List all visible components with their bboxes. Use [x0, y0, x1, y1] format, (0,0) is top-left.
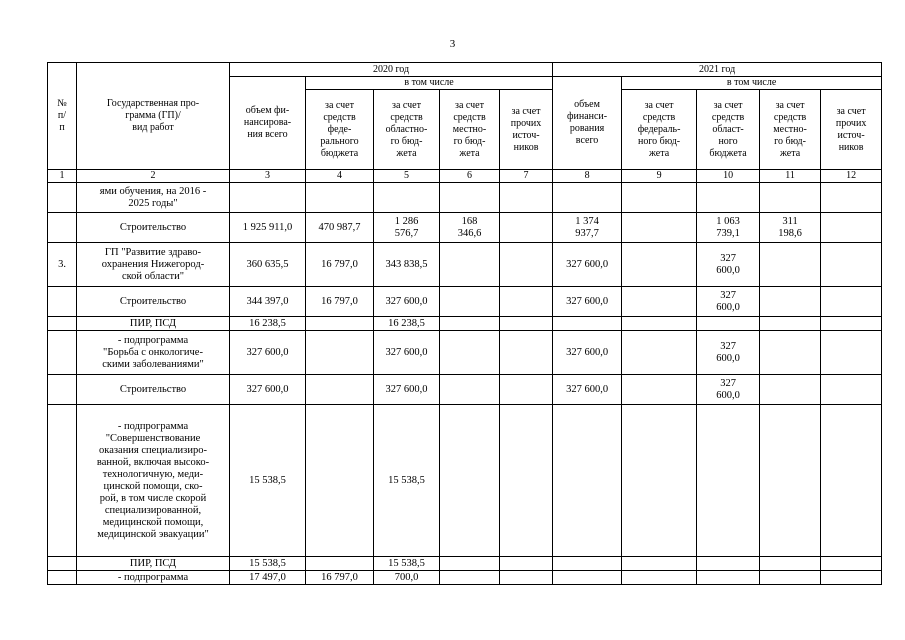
cell-local-2020 — [440, 243, 500, 287]
cell-row-num: 3. — [48, 243, 77, 287]
cell-regional-2021: 327 600,0 — [697, 331, 760, 375]
header-num: № п/ п — [48, 63, 77, 170]
colnum-cell: 1 — [48, 170, 77, 183]
cell-other-2020 — [500, 557, 553, 571]
cell-row-num — [48, 557, 77, 571]
cell-total-2021: 1 374 937,7 — [553, 213, 622, 243]
cell-other-2020 — [500, 317, 553, 331]
colnum-cell: 8 — [553, 170, 622, 183]
cell-local-2020 — [440, 287, 500, 317]
cell-local-2021 — [760, 331, 821, 375]
cell-total-2021: 327 600,0 — [553, 375, 622, 405]
header-including-2020: в том числе — [306, 77, 553, 90]
colnum-cell: 5 — [374, 170, 440, 183]
cell-other-2021 — [821, 571, 882, 585]
cell-local-2020 — [440, 317, 500, 331]
cell-local-2020 — [440, 331, 500, 375]
table-row — [48, 183, 882, 213]
cell-other-2020 — [500, 405, 553, 557]
header-year-2021: 2021 год — [553, 63, 882, 77]
cell-total-2020: 327 600,0 — [230, 375, 306, 405]
cell-local-2021 — [760, 375, 821, 405]
cell-federal-2021 — [622, 331, 697, 375]
financing-table — [47, 62, 882, 585]
cell-federal-2021 — [622, 183, 697, 213]
cell-total-2021 — [553, 571, 622, 585]
cell-regional-2021: 327 600,0 — [697, 375, 760, 405]
table-row — [48, 331, 882, 375]
cell-total-2021: 327 600,0 — [553, 331, 622, 375]
cell-other-2021 — [821, 183, 882, 213]
cell-other-2021 — [821, 557, 882, 571]
cell-federal-2020 — [306, 375, 374, 405]
cell-total-2020: 327 600,0 — [230, 331, 306, 375]
cell-federal-2021 — [622, 405, 697, 557]
cell-row-name: Строительство — [77, 213, 230, 243]
cell-local-2020 — [440, 405, 500, 557]
table-row — [48, 317, 882, 331]
header-regional-2021: за счет средств област- ного бюджета — [697, 90, 760, 170]
cell-local-2020 — [440, 375, 500, 405]
cell-row-name: Строительство — [77, 375, 230, 405]
table-row — [48, 375, 882, 405]
cell-total-2021 — [553, 405, 622, 557]
column-number-row — [48, 170, 882, 183]
cell-regional-2020: 16 238,5 — [374, 317, 440, 331]
colnum-cell: 3 — [230, 170, 306, 183]
cell-regional-2021 — [697, 405, 760, 557]
header-program: Государственная про- грамма (ГП)/ вид работ — [77, 63, 230, 170]
cell-local-2020 — [440, 571, 500, 585]
cell-other-2020 — [500, 287, 553, 317]
cell-local-2021 — [760, 243, 821, 287]
cell-total-2021 — [553, 317, 622, 331]
header-total-2021: объем финанси- рования всего — [553, 77, 622, 170]
cell-other-2020 — [500, 571, 553, 585]
cell-row-name: ГП "Развитие здраво- охранения Нижегород- ской области" — [77, 243, 230, 287]
colnum-cell: 7 — [500, 170, 553, 183]
table-row — [48, 243, 882, 287]
table-row — [48, 557, 882, 571]
cell-local-2021 — [760, 405, 821, 557]
cell-row-name: - подпрограмма "Борьба с онкологиче- скими заболеваниями" — [77, 331, 230, 375]
cell-regional-2020: 1 286 576,7 — [374, 213, 440, 243]
header-federal-2021: за счет средств федераль- ного бюд- жета — [622, 90, 697, 170]
header-local-2021: за счет средств местно- го бюд- жета — [760, 90, 821, 170]
table-row — [48, 405, 882, 557]
cell-total-2020: 15 538,5 — [230, 405, 306, 557]
cell-row-num — [48, 317, 77, 331]
cell-regional-2020: 15 538,5 — [374, 405, 440, 557]
cell-federal-2021 — [622, 317, 697, 331]
cell-regional-2021: 327 600,0 — [697, 287, 760, 317]
colnum-cell: 12 — [821, 170, 882, 183]
cell-total-2020: 16 238,5 — [230, 317, 306, 331]
header-other-2020: за счет прочих источ- ников — [500, 90, 553, 170]
cell-other-2021 — [821, 243, 882, 287]
table-header — [48, 63, 882, 183]
cell-total-2021 — [553, 557, 622, 571]
cell-local-2021 — [760, 183, 821, 213]
cell-row-num — [48, 213, 77, 243]
cell-row-name: - подпрограмма "Совершенствование оказания специализиро- ванной, включая высоко- технологичную, меди- цинской помощи, ско- рой, в том числе скорой специализированной, медицинской помощи, медицинской эвакуации" — [77, 405, 230, 557]
cell-row-num — [48, 183, 77, 213]
header-total-2020: объем фи- нансирова- ния всего — [230, 77, 306, 170]
cell-row-name: ПИР, ПСД — [77, 557, 230, 571]
cell-regional-2020: 700,0 — [374, 571, 440, 585]
cell-row-name: Строительство — [77, 287, 230, 317]
cell-other-2021 — [821, 317, 882, 331]
cell-other-2021 — [821, 287, 882, 317]
cell-total-2021: 327 600,0 — [553, 287, 622, 317]
cell-regional-2020: 327 600,0 — [374, 287, 440, 317]
cell-federal-2020 — [306, 405, 374, 557]
cell-other-2021 — [821, 331, 882, 375]
cell-row-name: ПИР, ПСД — [77, 317, 230, 331]
cell-federal-2020: 16 797,0 — [306, 243, 374, 287]
cell-row-num — [48, 375, 77, 405]
cell-regional-2020: 327 600,0 — [374, 375, 440, 405]
header-including-2021: в том числе — [622, 77, 882, 90]
cell-federal-2020: 16 797,0 — [306, 287, 374, 317]
colnum-cell: 4 — [306, 170, 374, 183]
cell-federal-2020 — [306, 317, 374, 331]
cell-total-2020: 344 397,0 — [230, 287, 306, 317]
colnum-cell: 9 — [622, 170, 697, 183]
colnum-cell: 2 — [77, 170, 230, 183]
cell-federal-2020 — [306, 331, 374, 375]
cell-regional-2021 — [697, 317, 760, 331]
cell-total-2020: 360 635,5 — [230, 243, 306, 287]
cell-local-2020: 168 346,6 — [440, 213, 500, 243]
cell-local-2021 — [760, 571, 821, 585]
colnum-cell: 6 — [440, 170, 500, 183]
cell-regional-2021 — [697, 557, 760, 571]
cell-regional-2020 — [374, 183, 440, 213]
cell-total-2020: 15 538,5 — [230, 557, 306, 571]
cell-total-2021 — [553, 183, 622, 213]
table-body — [48, 183, 882, 585]
cell-row-num — [48, 405, 77, 557]
table-row — [48, 213, 882, 243]
page-number: 3 — [449, 38, 456, 50]
cell-regional-2021 — [697, 183, 760, 213]
cell-regional-2020: 343 838,5 — [374, 243, 440, 287]
cell-federal-2021 — [622, 375, 697, 405]
cell-local-2021 — [760, 287, 821, 317]
cell-row-num — [48, 331, 77, 375]
cell-federal-2020 — [306, 183, 374, 213]
cell-regional-2021 — [697, 571, 760, 585]
cell-federal-2020: 470 987,7 — [306, 213, 374, 243]
cell-other-2021 — [821, 213, 882, 243]
cell-other-2020 — [500, 213, 553, 243]
cell-other-2021 — [821, 405, 882, 557]
cell-other-2020 — [500, 243, 553, 287]
colnum-cell: 10 — [697, 170, 760, 183]
cell-regional-2021: 1 063 739,1 — [697, 213, 760, 243]
cell-row-name: ями обучения, на 2016 - 2025 годы" — [77, 183, 230, 213]
cell-federal-2021 — [622, 557, 697, 571]
cell-row-num — [48, 571, 77, 585]
table-row — [48, 571, 882, 585]
cell-federal-2020: 16 797,0 — [306, 571, 374, 585]
table-row — [48, 287, 882, 317]
cell-other-2020 — [500, 183, 553, 213]
cell-row-num — [48, 287, 77, 317]
cell-other-2021 — [821, 375, 882, 405]
cell-local-2020 — [440, 183, 500, 213]
cell-local-2020 — [440, 557, 500, 571]
cell-row-name: - подпрограмма — [77, 571, 230, 585]
cell-total-2020: 1 925 911,0 — [230, 213, 306, 243]
cell-total-2020 — [230, 183, 306, 213]
cell-total-2021: 327 600,0 — [553, 243, 622, 287]
header-other-2021: за счет прочих источ- ников — [821, 90, 882, 170]
cell-total-2020: 17 497,0 — [230, 571, 306, 585]
cell-local-2021: 311 198,6 — [760, 213, 821, 243]
cell-regional-2020: 327 600,0 — [374, 331, 440, 375]
cell-federal-2021 — [622, 213, 697, 243]
header-federal-2020: за счет средств феде- рального бюджета — [306, 90, 374, 170]
cell-federal-2021 — [622, 243, 697, 287]
header-local-2020: за счет средств местно- го бюд- жета — [440, 90, 500, 170]
cell-local-2021 — [760, 557, 821, 571]
cell-regional-2021: 327 600,0 — [697, 243, 760, 287]
colnum-cell: 11 — [760, 170, 821, 183]
header-year-2020: 2020 год — [230, 63, 553, 77]
cell-local-2021 — [760, 317, 821, 331]
cell-federal-2021 — [622, 571, 697, 585]
cell-federal-2020 — [306, 557, 374, 571]
header-regional-2020: за счет средств областно- го бюд- жета — [374, 90, 440, 170]
cell-other-2020 — [500, 375, 553, 405]
cell-other-2020 — [500, 331, 553, 375]
cell-regional-2020: 15 538,5 — [374, 557, 440, 571]
cell-federal-2021 — [622, 287, 697, 317]
